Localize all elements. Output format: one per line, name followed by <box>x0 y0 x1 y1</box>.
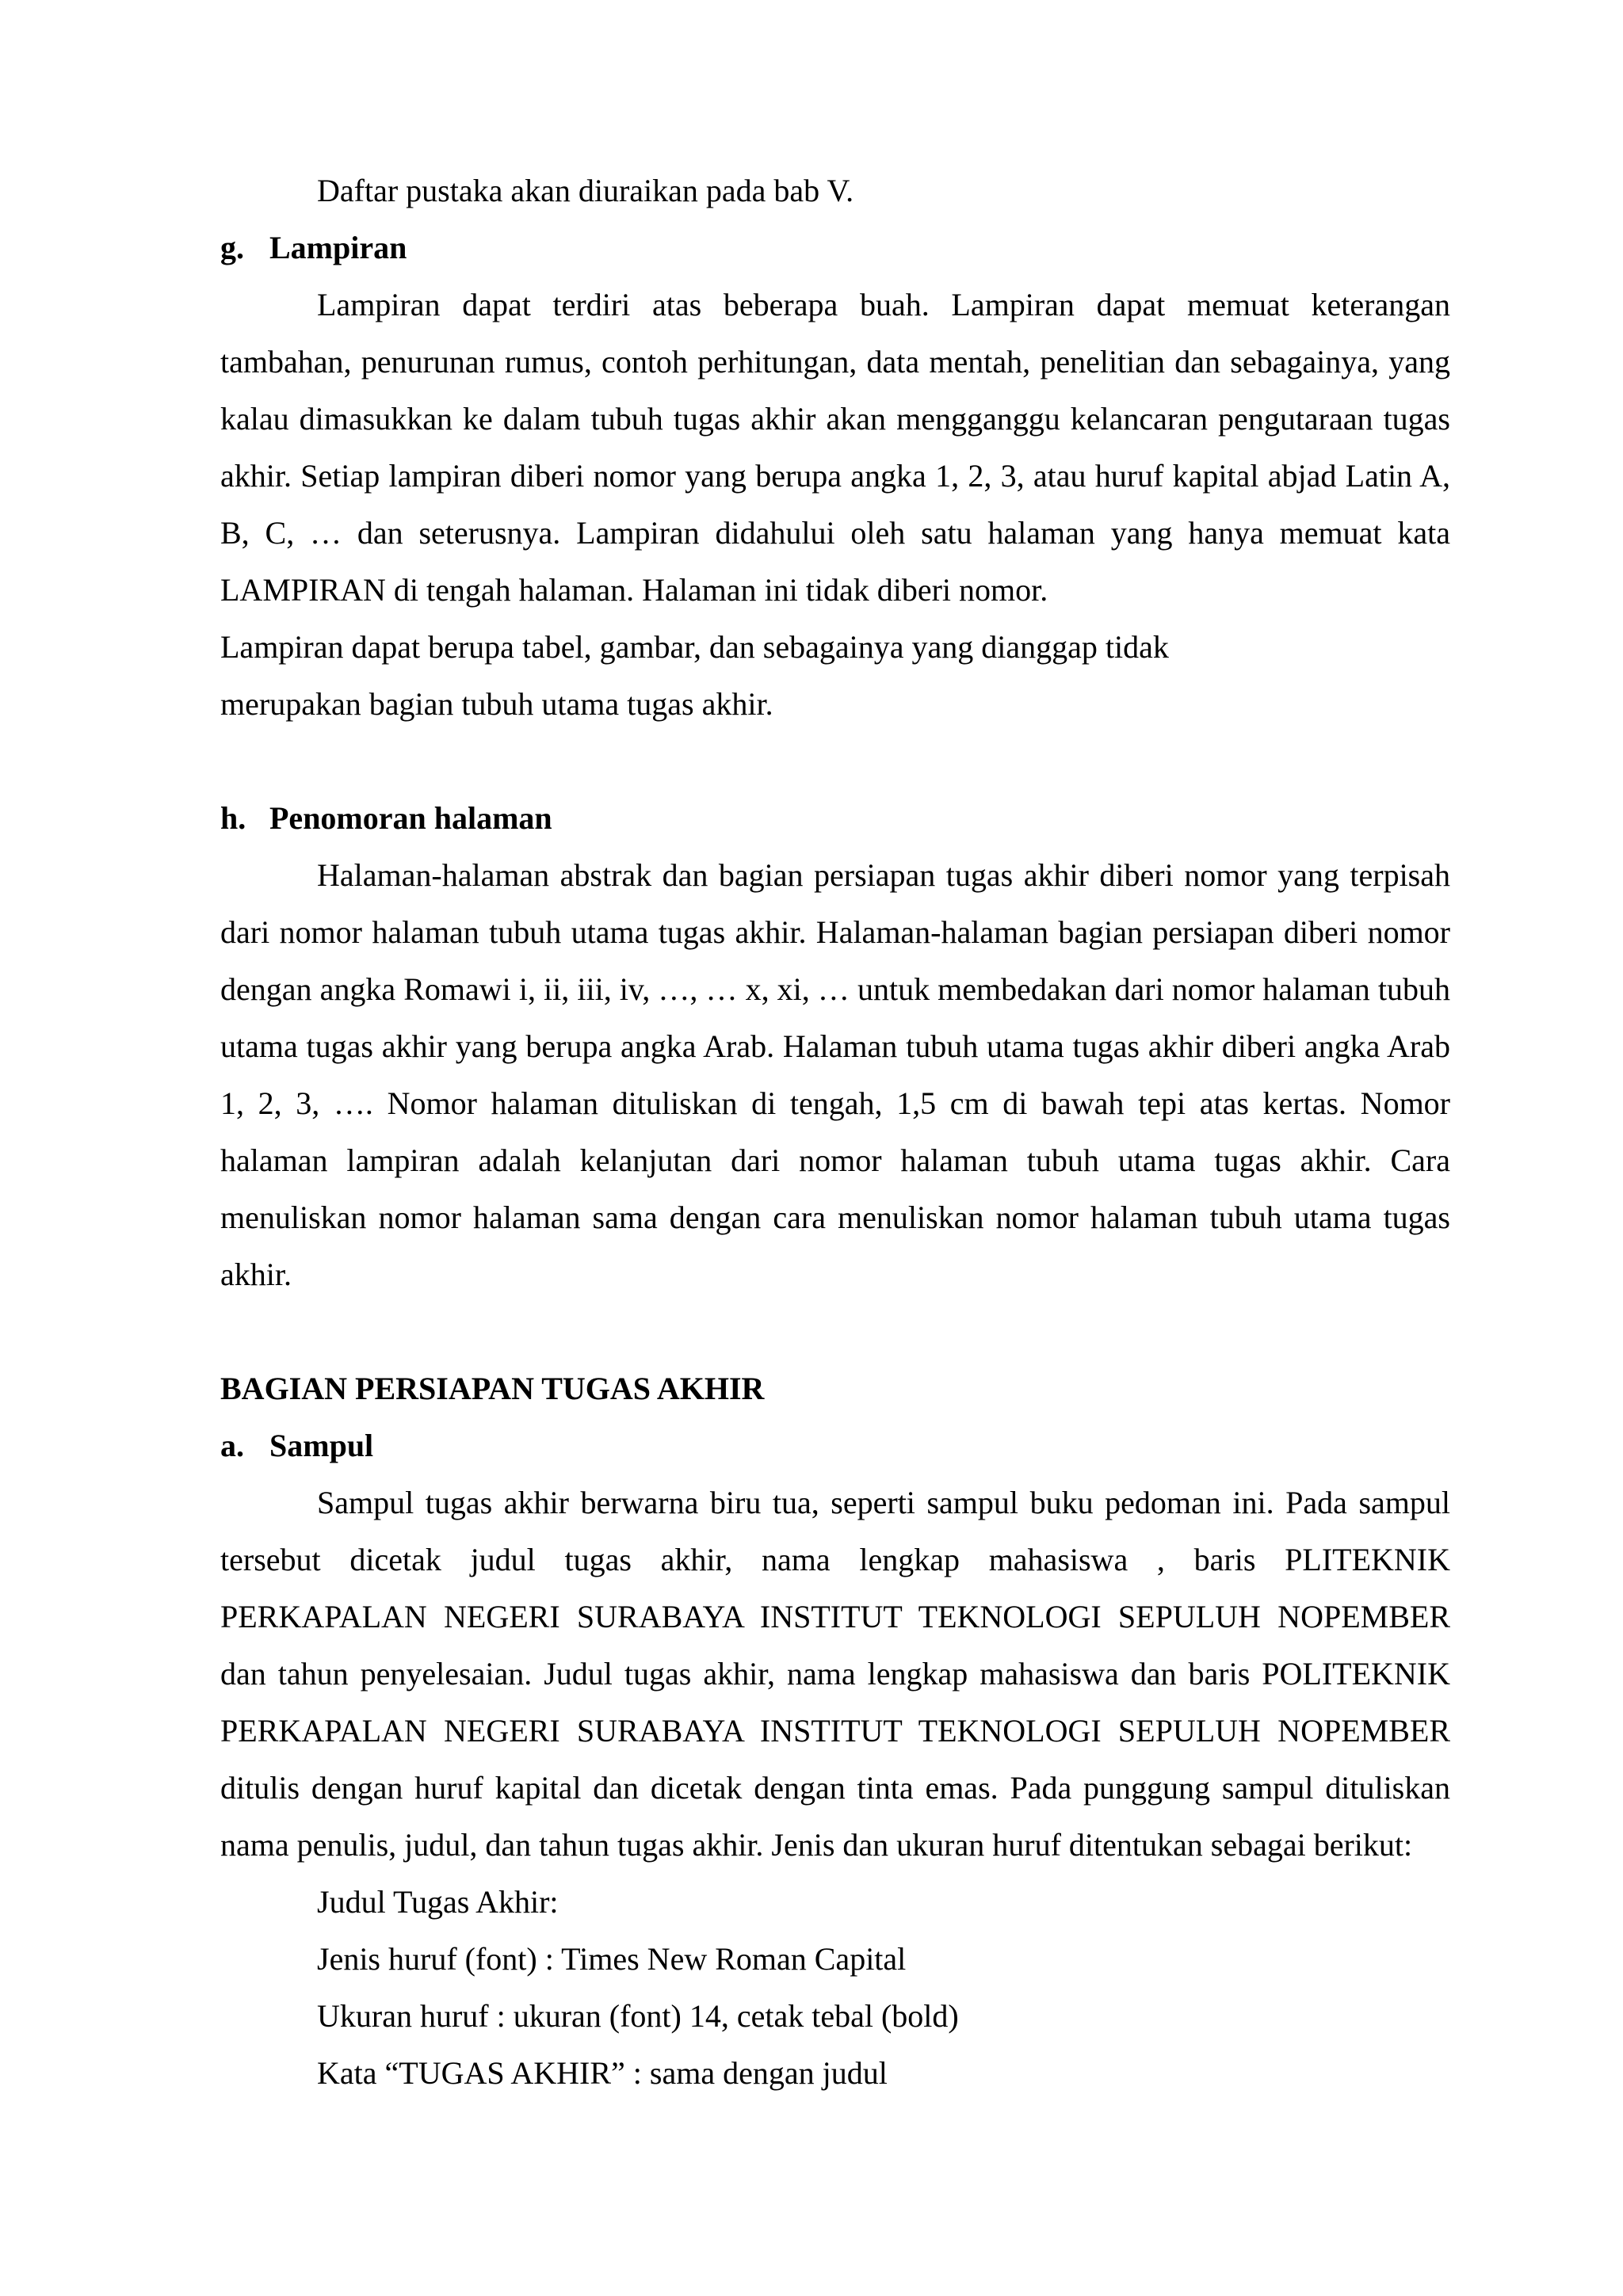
section-g-heading <box>220 219 1450 277</box>
section-h-title: Penomoran halaman <box>269 800 552 836</box>
section-g-title: Lampiran <box>269 230 407 265</box>
font-spec-item: Judul Tugas Akhir: <box>317 1884 559 1920</box>
section-g-body-line: Lampiran dapat berupa tabel, gambar, dan sebagainya yang dianggap tidak <box>220 629 1169 665</box>
font-spec-list <box>220 1874 1450 2102</box>
page-content <box>220 162 1450 2102</box>
intro-paragraph: Daftar pustaka akan diuraikan pada bab V. <box>317 173 854 208</box>
section-h-body: Halaman-halaman abstrak dan bagian persiapan tugas akhir diberi nomor yang terpisah dari nomor halaman tubuh utama tugas akhir. Halaman-halaman bagian persiapan diberi nomor dengan angka Romawi i, ii, iii, iv, …, … x, xi, … untuk membedakan dari nomor halaman tubuh utama tugas akhir yang berupa angka Arab. Halaman tubuh utama tugas akhir diberi angka Arab 1, 2, 3, …. Nomor halaman dituliskan di tengah, 1,5 cm di bawah tepi atas kertas. Nomor halaman lampiran adalah kelanjutan dari nomor halaman tubuh utama tugas akhir. Cara menuliskan nomor halaman sama dengan cara menuliskan nomor halaman tubuh utama tugas akhir. <box>220 857 1450 1292</box>
section-a-title: Sampul <box>269 1428 374 1463</box>
font-spec-item: Jenis huruf (font) : Times New Roman Capital <box>317 1941 907 1977</box>
section-spacer <box>220 1303 1450 1360</box>
section-h-marker: h. <box>220 800 246 836</box>
section-a-body: Sampul tugas akhir berwarna biru tua, seperti sampul buku pedoman ini. Pada sampul tersebut dicetak judul tugas akhir, nama lengkap mahasiswa , baris PLITEKNIK PERKAPALAN NEGERI SURABAYA INSTITUT TEKNOLOGI SEPULUH NOPEMBER dan tahun penyelesaian. Judul tugas akhir, nama lengkap mahasiswa dan baris POLITEKNIK PERKAPALAN NEGERI SURABAYA INSTITUT TEKNOLOGI SEPULUH NOPEMBER ditulis dengan huruf kapital dan dicetak dengan tinta emas. Pada punggung sampul dituliskan nama penulis, judul, dan tahun tugas akhir. Jenis dan ukuran huruf ditentukan sebagai berikut: <box>220 1485 1450 1863</box>
section-a-heading <box>220 1417 1450 1474</box>
font-spec-item: Ukuran huruf : ukuran (font) 14, cetak tebal (bold) <box>317 1998 959 2034</box>
chapter-heading: BAGIAN PERSIAPAN TUGAS AKHIR <box>220 1371 765 1406</box>
section-g-marker: g. <box>220 230 244 265</box>
section-g-body: Lampiran dapat terdiri atas beberapa buah. Lampiran dapat memuat keterangan tambahan, penurunan rumus, contoh perhitungan, data mentah, penelitian dan sebagainya, yang kalau dimasukkan ke dalam tubuh tugas akhir akan mengganggu kelancaran pengutaraan tugas akhir. Setiap lampiran diberi nomor yang berupa angka 1, 2, 3, atau huruf kapital abjad Latin A, B, C, … dan seterusnya. Lampiran didahului oleh satu halaman yang hanya memuat kata LAMPIRAN di tengah halaman. Halaman ini tidak diberi nomor. <box>220 287 1450 608</box>
section-g-body-line: merupakan bagian tubuh utama tugas akhir. <box>220 686 773 722</box>
font-spec-item: Kata “TUGAS AKHIR” : sama dengan judul <box>317 2055 888 2091</box>
section-h-heading <box>220 790 1450 847</box>
section-spacer <box>220 733 1450 790</box>
section-a-marker: a. <box>220 1428 244 1463</box>
